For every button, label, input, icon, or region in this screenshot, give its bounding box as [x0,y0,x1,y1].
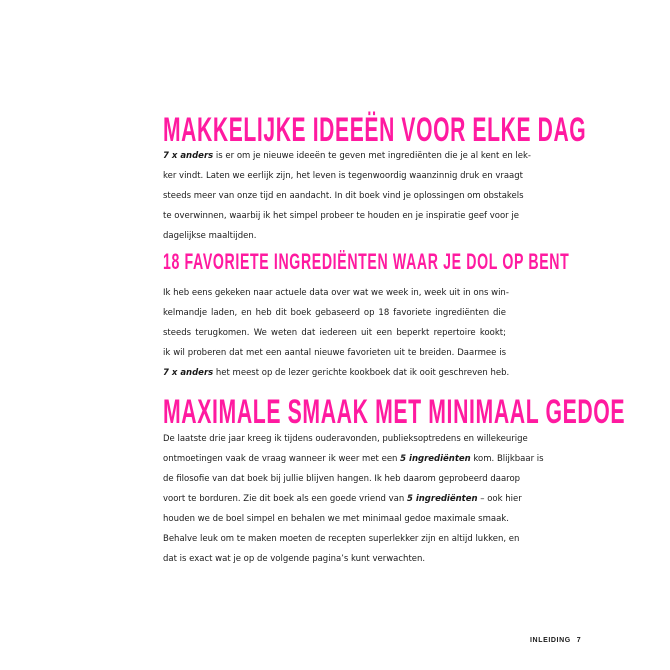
paragraph-easy-ideas [163,146,531,246]
text-line: De laatste drie jaar kreeg ik tijdens ouderavonden, publieksoptredens en willekeurige [163,434,528,444]
text-line: voort te borduren. Zie dit boek als een goede vriend van 5 ingrediënten – ook hier [163,494,522,504]
text-line: Ik heb eens gekeken naar actuele data over wat we week in, week uit in ons win- [163,288,509,298]
text-line: houden we de boel simpel en behalen we met minimaal gedoe maximale smaak. [163,514,509,524]
text-line: dagelijkse maaltijden. [163,231,257,241]
page-number: 7 [576,637,582,644]
text-line: steeds meer van onze tijd en aandacht. In dit boek vind je oplossingen om obstakels [163,191,524,201]
text-line: te overwinnen, waarbij ik het simpel probeer te houden en je inspiratie geef voor je [163,211,519,221]
text-line: dat is exact wat je op de volgende pagina’s kunt verwachten. [163,554,426,564]
paragraph-favorite-ingredients [163,283,510,383]
footer-section-label: INLEIDING [530,637,571,644]
text-line: 7 x anders het meest op de lezer gerichte kookboek dat ik ooit geschreven heb. [163,368,510,378]
section-heading-maximum-flavor: MAXIMALE SMAAK MET MINIMAAL GEDOE [163,393,626,431]
section-heading-favorite-ingredients: 18 FAVORIETE INGREDIËNTEN WAAR JE DOL OP BENT [163,249,570,274]
text-line: Behalve leuk om te maken moeten de recepten superlekker zijn en altijd lukken, en [163,534,520,544]
section-heading-easy-ideas: MAKKELIJKE IDEEËN VOOR ELKE DAG [163,111,587,149]
page-footer [530,637,581,644]
paragraph-maximum-flavor [163,429,544,569]
text-line: kelmandje laden, en heb dit boek gebaseerd op 18 favoriete ingrediënten die [163,308,506,318]
text-line: steeds terugkomen. We weten dat iedereen uit een beperkt repertoire kookt; [163,328,506,338]
text-line: ker vindt. Laten we eerlijk zijn, het leven is tegenwoordig waanzinnig druk en vraagt [163,171,523,181]
text-line: ontmoetingen vaak de vraag wanneer ik weer met een 5 ingrediënten kom. Blijkbaar is [163,454,544,464]
text-line: ik wil proberen dat met een aantal nieuwe favorieten uit te breiden. Daarmee is [163,348,506,358]
text-line: de filosofie van dat boek bij jullie blijven hangen. Ik heb daarom geprobeerd daarop [163,474,521,484]
text-line: 7 x anders is er om je nieuwe ideeën te geven met ingrediënten die je al kent en lek- [163,151,531,161]
